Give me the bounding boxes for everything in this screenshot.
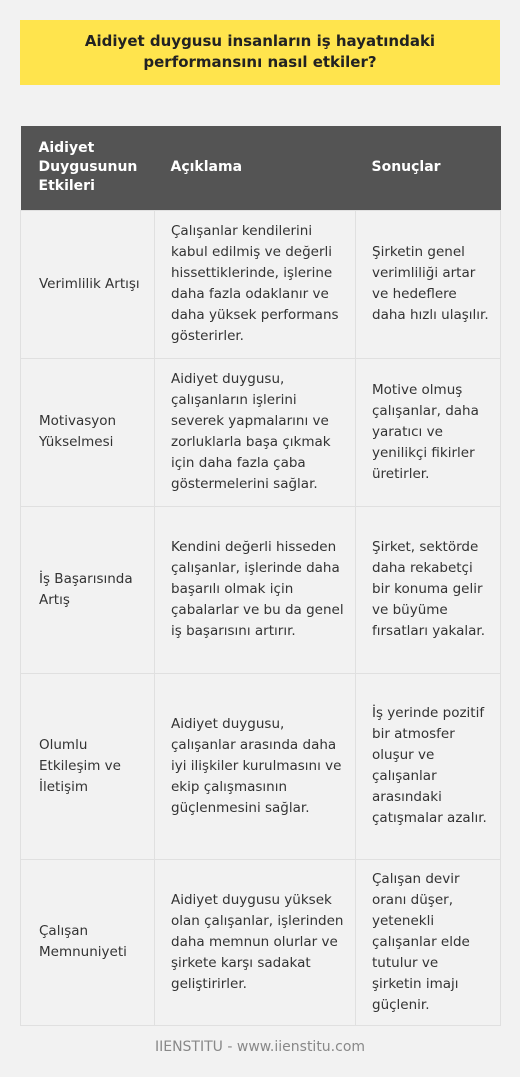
row-effect: Motivasyon Yükselmesi (21, 358, 155, 506)
row-description: Aidiyet duygusu, çalışanlar arasında daha iyi ilişkiler kurulmasını ve ekip çalışmasının güçlenmesini sağlar. (155, 673, 356, 859)
row-effect: Olumlu Etkileşim ve İletişim (21, 673, 155, 859)
row-description: Aidiyet duygusu yüksek olan çalışanlar, işlerinden daha memnun olurlar ve şirkete karşı sadakat geliştirirler. (155, 859, 356, 1025)
row-result: Şirket, sektörde daha rekabetçi bir konuma gelir ve büyüme fırsatları yakalar. (356, 506, 501, 673)
table-row (21, 673, 501, 859)
row-result: Şirketin genel verimliliği artar ve hedeflere daha hızlı ulaşılır. (356, 210, 501, 358)
row-effect: İş Başarısında Artış (21, 506, 155, 673)
row-result: Motive olmuş çalışanlar, daha yaratıcı ve yenilikçi fikirler üretirler. (356, 358, 501, 506)
row-result: İş yerinde pozitif bir atmosfer oluşur ve çalışanlar arasındaki çatışmalar azalır. (356, 673, 501, 859)
table-row (21, 506, 501, 673)
header-description: Açıklama (155, 126, 356, 210)
effects-table (20, 126, 501, 1026)
row-description: Çalışanlar kendilerini kabul edilmiş ve değerli hissettiklerinde, işlerine daha fazla odaklanır ve daha yüksek performans gösterirler. (155, 210, 356, 358)
table-row (21, 859, 501, 1025)
row-effect: Çalışan Memnuniyeti (21, 859, 155, 1025)
row-effect: Verimlilik Artışı (21, 210, 155, 358)
footer-credit: IIENSTITU - www.iienstitu.com (154, 1039, 366, 1055)
header-results: Sonuçlar (356, 126, 501, 210)
header-effects: Aidiyet Duygusunun Etkileri (21, 126, 155, 210)
row-description: Kendini değerli hisseden çalışanlar, işlerinde daha başarılı olmak için çabalarlar ve bu da genel iş başarısını artırır. (155, 506, 356, 673)
table-header-row (21, 126, 501, 210)
table-row (21, 358, 501, 506)
row-description: Aidiyet duygusu, çalışanların işlerini severek yapmalarını ve zorluklarla başa çıkmak için daha fazla çaba göstermelerini sağlar. (155, 358, 356, 506)
page-title: Aidiyet duygusu insanların iş hayatındaki performansını nasıl etkiler? (20, 20, 500, 85)
table-row (21, 210, 501, 358)
row-result: Çalışan devir oranı düşer, yetenekli çalışanlar elde tutulur ve şirketin imajı güçlenir. (356, 859, 501, 1025)
